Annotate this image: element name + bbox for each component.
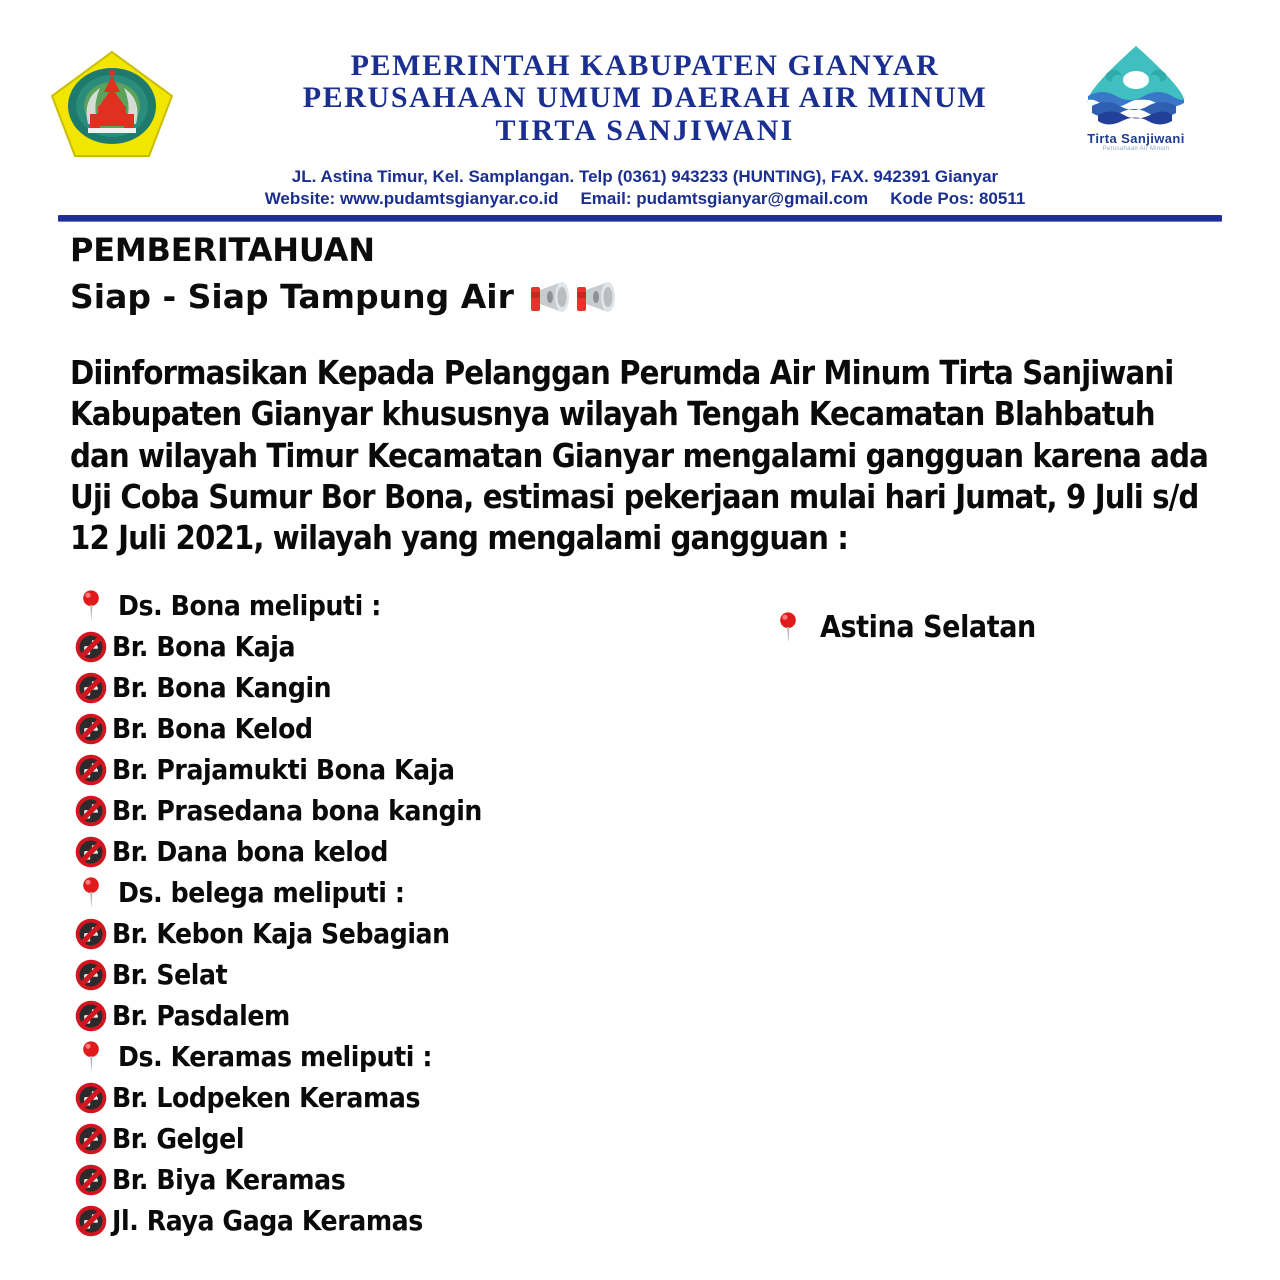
list-item-label: Ds. Keramas meliputi : bbox=[118, 1040, 433, 1074]
loudspeaker-icon bbox=[528, 279, 572, 315]
list-item bbox=[70, 1200, 710, 1241]
list-item-label: Ds. belega meliputi : bbox=[118, 876, 405, 910]
list-item-label: Br. Prajamukti Bona Kaja bbox=[112, 753, 455, 787]
list-item-label: Br. Dana bona kelod bbox=[112, 835, 389, 869]
affected-areas-left-column bbox=[70, 585, 710, 1241]
non-potable-water-icon bbox=[70, 794, 112, 828]
list-item bbox=[70, 1159, 710, 1200]
notice-paragraph: Diinformasikan Kepada Pelanggan Perumda Air Minum Tirta Sanjiwani Kabupaten Gianyar khususnya wilayah Tengah Kecamatan Blahbatuh dan wilayah Timur Kecamatan Gianyar mengalami gangguan karena ada Uji Coba Sumur Bor Bona, estimasi pekerjaan mulai hari Jumat, 9 Juli s/d 12 Juli 2021, wilayah yang mengalami gangguan : bbox=[70, 354, 1208, 558]
list-item bbox=[70, 995, 710, 1036]
letterhead-postal-code: Kode Pos: 80511 bbox=[890, 189, 1026, 209]
round-pushpin-icon bbox=[70, 875, 112, 911]
non-potable-water-icon bbox=[70, 671, 112, 705]
non-potable-water-icon bbox=[70, 1204, 112, 1238]
non-potable-water-icon bbox=[70, 917, 112, 951]
non-potable-water-icon bbox=[70, 1163, 112, 1197]
list-item-label: Ds. Bona meliputi : bbox=[118, 589, 381, 623]
non-potable-water-icon bbox=[70, 1122, 112, 1156]
list-item bbox=[70, 626, 710, 667]
non-potable-water-icon bbox=[70, 958, 112, 992]
notice-subheading-text: Siap - Siap Tampung Air bbox=[70, 276, 514, 316]
list-item-label: Br. Lodpeken Keramas bbox=[112, 1081, 421, 1115]
list-item-label: Br. Bona Kangin bbox=[112, 671, 332, 705]
list-item bbox=[70, 1036, 710, 1077]
list-item bbox=[70, 708, 710, 749]
tirta-sanjiwani-logo bbox=[1054, 44, 1218, 160]
loudspeaker-icon bbox=[574, 279, 618, 315]
list-item bbox=[70, 585, 710, 626]
list-item bbox=[70, 1077, 710, 1118]
list-item bbox=[70, 1118, 710, 1159]
non-potable-water-icon bbox=[70, 835, 112, 869]
water-drop-icon bbox=[1076, 44, 1196, 130]
loudspeaker-icon-group bbox=[528, 279, 618, 315]
non-potable-water-icon bbox=[70, 630, 112, 664]
non-potable-water-icon bbox=[70, 1081, 112, 1115]
non-potable-water-icon bbox=[70, 712, 112, 746]
notice-heading: PEMBERITAHUAN bbox=[70, 230, 375, 269]
list-item bbox=[70, 954, 710, 995]
list-item-label: Br. Kebon Kaja Sebagian bbox=[112, 917, 450, 951]
affected-areas-lists bbox=[70, 585, 1280, 1241]
letterhead-contact-line bbox=[30, 188, 1260, 210]
list-item-label: Br. Biya Keramas bbox=[112, 1163, 346, 1197]
non-potable-water-icon bbox=[70, 999, 112, 1033]
letterhead bbox=[0, 0, 1280, 160]
round-pushpin-icon bbox=[70, 1039, 112, 1075]
notice-subheading-row bbox=[70, 276, 1280, 317]
tirta-sanjiwani-logo-caption: Tirta Sanjiwani bbox=[1087, 131, 1185, 146]
gianyar-regency-crest-icon bbox=[48, 48, 176, 160]
list-item-label: Br. Prasedana bona kangin bbox=[112, 794, 482, 828]
list-item-label: Br. Selat bbox=[112, 958, 228, 992]
letterhead-title-line2: PERUSAHAAN UMUM DAERAH AIR MINUM bbox=[302, 81, 988, 115]
list-item bbox=[70, 749, 710, 790]
list-item bbox=[70, 831, 710, 872]
letterhead-title-line3: TIRTA SANJIWANI bbox=[495, 113, 795, 147]
list-item-label: Jl. Raya Gaga Keramas bbox=[112, 1204, 423, 1238]
letterhead-address bbox=[0, 166, 1280, 211]
list-item bbox=[70, 790, 710, 831]
list-item-label: Br. Pasdalem bbox=[112, 999, 290, 1033]
round-pushpin-icon bbox=[768, 610, 808, 646]
list-item-label: Br. Gelgel bbox=[112, 1122, 245, 1156]
tirta-sanjiwani-logo-subcaption: Perusahaan Air Minum bbox=[1102, 146, 1170, 152]
list-item-label: Br. Bona Kelod bbox=[112, 712, 313, 746]
list-item bbox=[70, 667, 710, 708]
list-item bbox=[70, 913, 710, 954]
letterhead-website: Website: www.pudamtsgianyar.co.id bbox=[264, 189, 559, 209]
list-item-label: Br. Bona Kaja bbox=[112, 630, 296, 664]
letterhead-title-line1: PEMERINTAH KABUPATEN GIANYAR bbox=[350, 49, 940, 82]
letterhead-email: Email: pudamtsgianyar@gmail.com bbox=[580, 189, 869, 209]
affected-areas-right-column bbox=[710, 585, 1268, 1241]
non-potable-water-icon bbox=[70, 753, 112, 787]
list-item-label: Astina Selatan bbox=[820, 610, 1036, 646]
list-item bbox=[70, 872, 710, 913]
notice-body bbox=[0, 221, 1280, 1242]
letterhead-address-line: JL. Astina Timur, Kel. Samplangan. Telp (0361) 943233 (HUNTING), FAX. 942391 Gianyar bbox=[291, 167, 999, 186]
round-pushpin-icon bbox=[70, 588, 112, 624]
list-item bbox=[768, 607, 1268, 648]
